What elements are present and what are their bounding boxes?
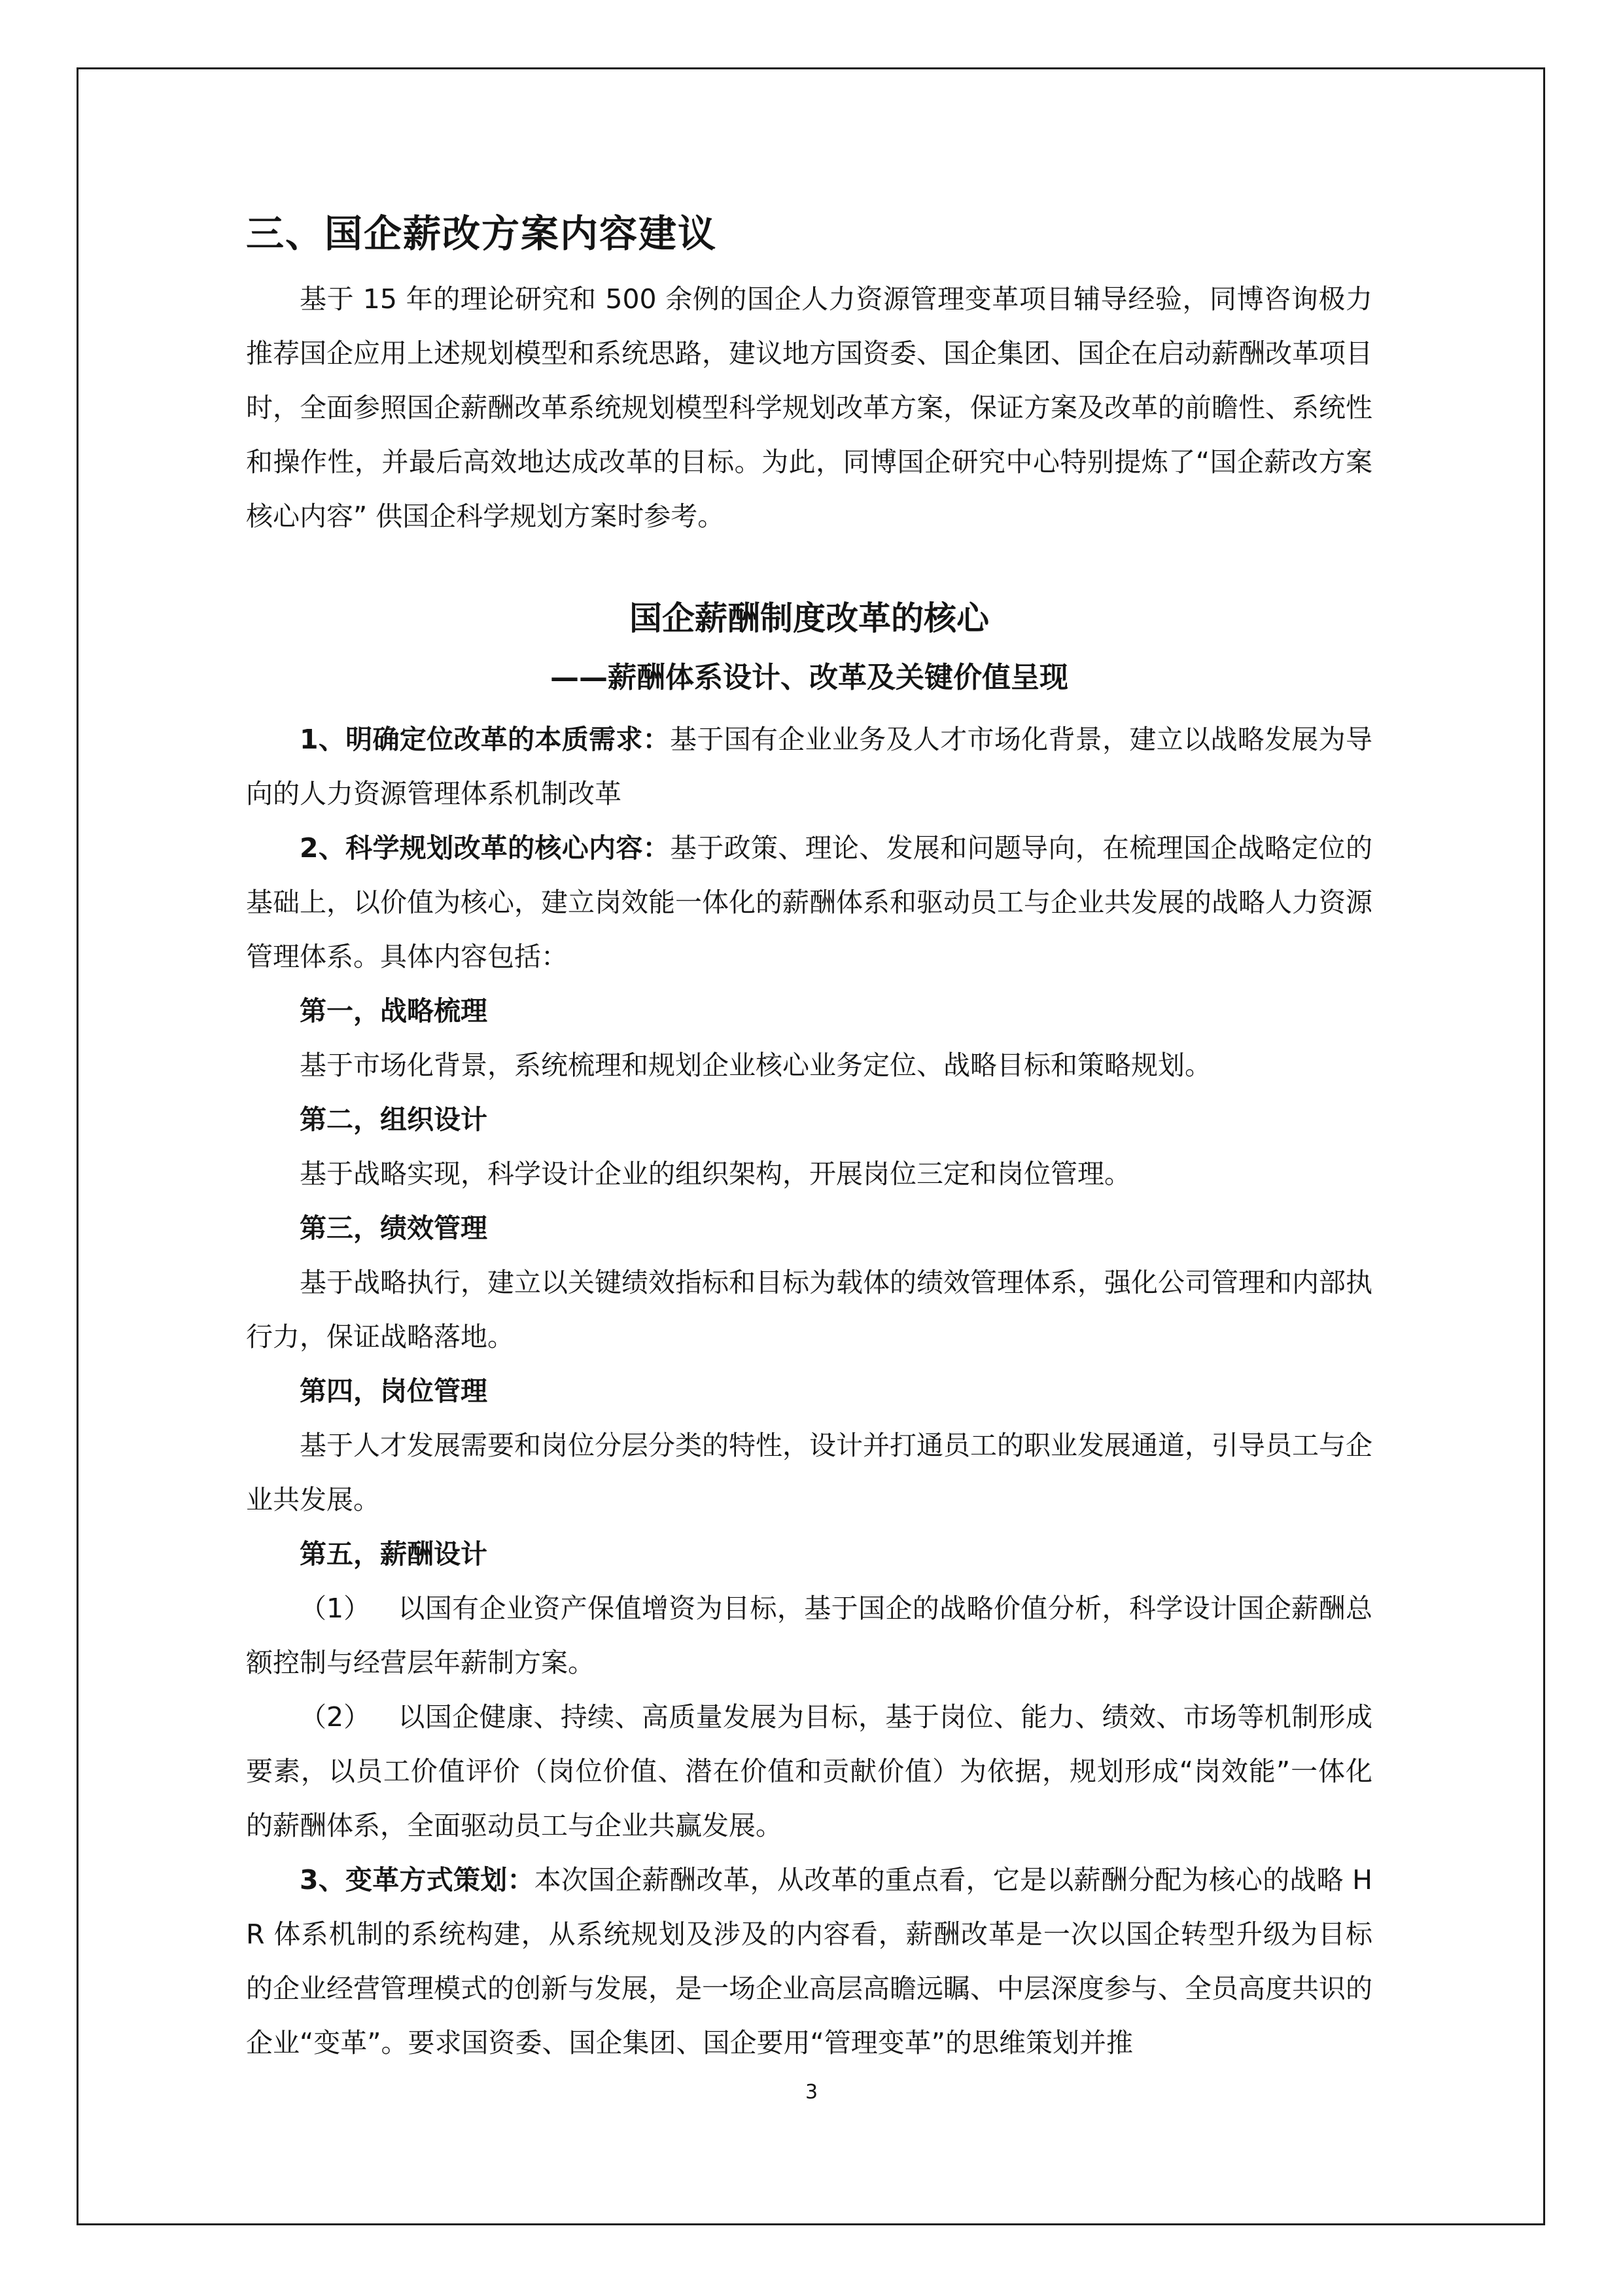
item-3 [246,1853,1372,2070]
item-3-text: 本次国企薪酬改革，从改革的重点看，它是以薪酬分配为核心的战略 HR 体系机制的系统构建，从系统规划及涉及的内容看，薪酬改革是一次以国企转型升级为目标的企业经营管理模式的创新与发展，是一场企业高层高瞻远瞩、中层深度参与、全员高度共识的企业“变革”。要求国资委、国企集团、国企要用“管理变革”的思维策划并推 [246,1864,1372,2058]
step-1-heading: 第一，战略梳理 [300,995,487,1027]
page-number: 3 [805,2081,818,2104]
step-3-heading: 第三，绩效管理 [300,1212,487,1244]
point-2-number: （2） [300,1701,371,1733]
step-2-heading: 第二，组织设计 [300,1104,487,1135]
document-body [246,203,1372,2070]
step-2-text: 基于战略实现，科学设计企业的组织架构，开展岗位三定和岗位管理。 [300,1158,1131,1190]
core-subtitle: ——薪酬体系设计、改革及关键价值呈现 [550,661,1068,694]
point-1-text: 以国有企业资产保值增资为目标，基于国企的战略价值分析，科学设计国企薪酬总额控制与经营层年薪制方案。 [246,1593,1372,1678]
step-5-point-2 [246,1690,1372,1853]
step-4-text: 基于人才发展需要和岗位分层分类的特性，设计并打通员工的职业发展通道，引导员工与企业共发展。 [246,1430,1372,1515]
item-2-text: 基于政策、理论、发展和问题导向，在梳理国企战略定位的基础上，以价值为核心，建立岗效能一体化的薪酬体系和驱动员工与企业共发展的战略人力资源管理体系。具体内容包括： [246,832,1373,972]
intro-paragraph: 基于 15 年的理论研究和 500 余例的国企人力资源管理变革项目辅导经验，同博咨询极力推荐国企应用上述规划模型和系统思路，建议地方国资委、国企集团、国企在启动薪酬改革项目时，全面参照国企薪酬改革系统规划模型科学规划改革方案，保证方案及改革的前瞻性、系统性和操作性，并最后高效地达成改革的目标。为此，同博国企研究中心特别提炼了“国企薪改方案核心内容” 供国企科学规划方案时参考。 [246,283,1372,532]
item-1-text: 基于国有企业业务及人才市场化背景，建立以战略发展为导向的人力资源管理体系机制改革 [246,724,1373,809]
section-title: 三、国企薪改方案内容建议 [246,211,718,256]
core-title: 国企薪酬制度改革的核心 [629,599,989,637]
item-2 [246,821,1372,984]
step-5-heading: 第五，薪酬设计 [300,1538,487,1570]
step-5-point-1 [246,1581,1372,1690]
item-3-label: 3、变革方式策划： [300,1864,534,1896]
step-3-text: 基于战略执行，建立以关键绩效指标和目标为载体的绩效管理体系，强化公司管理和内部执行力，保证战略落地。 [246,1267,1372,1352]
step-4-heading: 第四，岗位管理 [300,1375,487,1407]
item-2-label: 2、科学规划改革的核心内容： [300,832,671,864]
point-1-number: （1） [300,1593,371,1624]
item-1-label: 1、明确定位改革的本质需求： [300,724,671,755]
step-1-text: 基于市场化背景，系统梳理和规划企业核心业务定位、战略目标和策略规划。 [300,1050,1212,1081]
item-1 [246,713,1372,821]
point-2-text: 以国企健康、持续、高质量发展为目标，基于岗位、能力、绩效、市场等机制形成要素，以员工价值评价（岗位价值、潜在价值和贡献价值）为依据，规划形成“岗效能”一体化的薪酬体系，全面驱动员工与企业共赢发展。 [246,1701,1372,1841]
